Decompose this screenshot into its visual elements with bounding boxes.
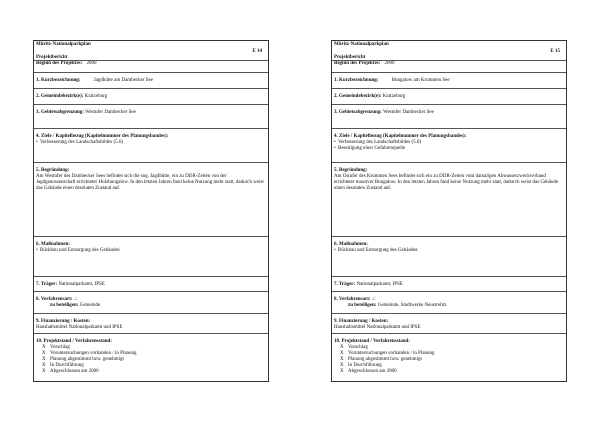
verf-value: ./. xyxy=(73,297,78,302)
massn-item: • Rückbau und Entsorgung des Gebäudes xyxy=(334,248,564,254)
betei-value: Gemeinde xyxy=(79,303,101,308)
project-start xyxy=(36,61,97,67)
section-gemeinde xyxy=(34,88,268,104)
kurz-label: 1. Kurzbezeichnung: xyxy=(36,78,81,83)
status-item: X In Durchführung xyxy=(42,363,84,368)
section-gemeinde xyxy=(332,88,566,104)
status-item: X Voruntersuchungen vorhanden / in Planung xyxy=(340,351,435,356)
ziele-item: • Beseitigung einer Gefahrenquelle xyxy=(334,146,564,152)
section-kurzbezeichnung xyxy=(332,72,566,88)
status-item: X In Durchführung xyxy=(340,363,382,368)
status-item: X Vorschlag xyxy=(42,345,70,350)
section-finanzierung xyxy=(332,313,566,333)
project-code: E 14 xyxy=(252,49,262,54)
section-ziele xyxy=(332,128,566,162)
section-begruendung xyxy=(34,162,268,236)
section-projektstand xyxy=(332,333,566,383)
massn-label: 6. Maßnahmen: xyxy=(334,242,368,247)
kurz-label: 1. Kurzbezeichnung: xyxy=(334,78,379,83)
gemeinde-value: Kratzeburg xyxy=(84,94,108,99)
stand-label: 10. Projektstand / Verfahrensstand: xyxy=(36,339,112,344)
gemeinde-label: 2. Gemeindebezirk(e): xyxy=(36,94,84,99)
project-code: E 15 xyxy=(550,49,560,54)
project-sheet-e15 xyxy=(331,40,567,382)
verf-label: 8. Verfahrensart: xyxy=(334,297,371,302)
traeger-value: Nationalparkamt, IPSE xyxy=(356,282,403,287)
report-label: Projektbericht xyxy=(36,55,68,60)
gebiet-value: Westufer Dambecker See xyxy=(85,110,136,115)
traeger-label: 7. Träger: xyxy=(334,282,356,287)
section-gebiet xyxy=(34,104,268,128)
section-gebiet xyxy=(332,104,566,128)
section-ziele xyxy=(34,128,268,162)
ziele-item: • Verbesserung des Landschaftsbildes (5.6) xyxy=(36,140,266,146)
section-massnahmen xyxy=(332,236,566,276)
status-item: X Vorschlag xyxy=(340,345,368,350)
start-label: Beginn des Projektes: xyxy=(334,61,381,66)
section-finanzierung xyxy=(34,313,268,333)
ziele-label: 4. Ziele / Kapitelbezug (Kapitelnummer des Planungsbandes): xyxy=(36,134,169,139)
gemeinde-label: 2. Gemeindebezirk(e): xyxy=(334,94,382,99)
massn-label: 6. Maßnahmen: xyxy=(36,242,70,247)
sheet-header xyxy=(34,41,268,67)
start-label: Beginn des Projektes: xyxy=(36,61,83,66)
betei-label: zu beteiligen: xyxy=(348,303,377,308)
status-item: X Planung abgestimmt bzw. genehmigt xyxy=(340,357,422,362)
kurz-value: Bungalow am Krummen See xyxy=(391,78,450,83)
section-traeger xyxy=(34,276,268,291)
stand-label: 10. Projektstand / Verfahrensstand: xyxy=(334,339,410,344)
start-value: 2000 xyxy=(86,61,97,66)
begr-text: Am Westufer des Dambecker Sees befindet sich die sog. Jagdhütte, ein zu DDR-Zeiten von der Jagdgenossenschaft errichteter Holzbungalow. In den letzten Jahren fand keine Nutzung mehr statt, dadurch weist das Gebäude einen desolaten Zustand auf. xyxy=(36,174,264,191)
section-begruendung xyxy=(332,162,566,236)
finanz-value: Haushaltsmittel Nationalparkamt und IPSE xyxy=(334,325,421,330)
section-massnahmen xyxy=(34,236,268,276)
finanz-label: 9. Finanzierung / Kosten: xyxy=(36,319,91,324)
betei-label: zu beteiligen: xyxy=(50,303,79,308)
section-projektstand xyxy=(34,333,268,383)
sheet-header xyxy=(332,41,566,67)
begr-label: 5. Begründung: xyxy=(36,168,70,173)
section-verfahren xyxy=(332,291,566,313)
begr-text: Am Ostufer des Krummen Sees befindet sich ein zu DDR-Zeiten vom damaligen Abwasserzweckverband errichteter massiver Bungalow. In den letzten Jahren fand keine Nutzung mehr statt, dadurch weist das Gebäude einen desolaten Zustand auf. xyxy=(334,174,559,191)
gemeinde-value: Kratzeburg xyxy=(382,94,406,99)
section-kurzbezeichnung xyxy=(34,72,268,88)
section-traeger xyxy=(332,276,566,291)
begr-label: 5. Begründung: xyxy=(334,168,368,173)
gebiet-value: Westufer Dambecker See xyxy=(383,110,434,115)
verf-label: 8. Verfahrensart: xyxy=(36,297,73,302)
finanz-value: Haushaltsmittel Nationalparkamt und IPSE xyxy=(36,325,123,330)
kurz-value: Jagdhütte am Dambecker See xyxy=(93,78,153,83)
betei-value: Gemeinde, Stadtwerke Neustrelitz xyxy=(377,303,447,308)
ziele-item: • Verbesserung des Landschaftsbildes (5.6) xyxy=(334,140,564,146)
ziele-label: 4. Ziele / Kapitelbezug (Kapitelnummer des Planungsbandes): xyxy=(334,134,467,139)
status-item: X Abgeschlossen am 2000 xyxy=(340,369,397,374)
plan-title: Müritz-Nationalparkplan xyxy=(334,42,389,47)
report-label: Projektbericht xyxy=(334,55,366,60)
section-verfahren xyxy=(34,291,268,313)
traeger-value: Nationalparkamt, IPSE xyxy=(58,282,105,287)
project-sheet-e14 xyxy=(33,40,269,382)
gebiet-label: 3. Gebietsabgrenzung: xyxy=(334,110,382,115)
status-item: X Planung abgestimmt bzw. genehmigt xyxy=(42,357,124,362)
status-item: X Voruntersuchungen vorhanden / in Planung xyxy=(42,351,137,356)
status-item: X Abgeschlossen am 2000 xyxy=(42,369,99,374)
verf-value: ./. xyxy=(371,297,376,302)
gebiet-label: 3. Gebietsabgrenzung: xyxy=(36,110,84,115)
plan-title: Müritz-Nationalparkplan xyxy=(36,42,91,47)
finanz-label: 9. Finanzierung / Kosten: xyxy=(334,319,389,324)
massn-item: • Rückbau und Entsorgung des Gebäudes xyxy=(36,248,266,254)
traeger-label: 7. Träger: xyxy=(36,282,58,287)
start-value: 2000 xyxy=(384,61,395,66)
project-start xyxy=(334,61,395,67)
